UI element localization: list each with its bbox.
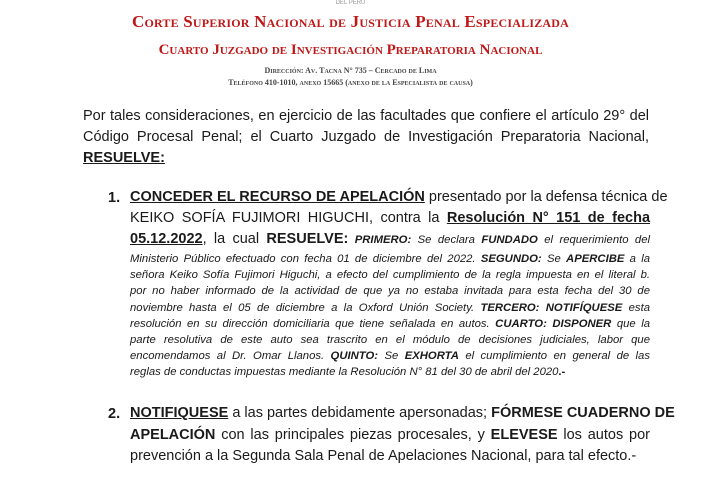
phone-line: Teléfono 410-1010, anexo 15665 (anexo de la Especialista de causa) [228,78,473,87]
item-1-italic-6: parte resolutiva de este auto sea trascrito en el módulo de decisiones judiciales, labor que [130,334,650,347]
item-2-line-3: prevención a la Segunda Sala Penal de Apelaciones Nacional, para tal efecto.- [130,448,637,464]
item-1-italic-1: Ministerio Público efectuado con fecha 01 de diciembre del 2022. SEGUNDO: Se APERCIBE a la [130,253,650,265]
item-2 [130,403,675,468]
item-2-line-1: NOTIFIQUESE a las partes debidamente apersonadas; FÓRMESE CUADERNO DE [130,405,675,421]
intro-line-1: Por tales consideraciones, en ejercicio de las facultades que confiere el artículo 29° del [83,108,649,124]
item-1 [130,187,668,381]
item-1-italic-5: resolución en su dirección domiciliaria que tiene señalada en autos. CUARTO: DISPONER que la [130,317,650,330]
item-1-italic-7: encomendamos al Dr. Omar Llanos. QUINTO: Se EXHORTA el cumplimiento en general de las [130,350,650,363]
item-1-line-3: 05.12.2022, la cual RESUELVE: PRIMERO: Se declara FUNDADO el requerimiento del [130,231,651,247]
item-1-line-2: KEIKO SOFÍA FUJIMORI HIGUCHI, contra la Resolución N° 151 de fecha [130,210,651,226]
item-2-line-2: APELACIÓN con las principales piezas procesales, y ELEVESE los autos por [130,426,650,443]
intro-resuelve: RESUELVE: [83,150,165,166]
top-fragment: DEL PERÚ [335,0,366,6]
court-title: Corte Superior Nacional de Justicia Penal Especializada [131,12,570,31]
item-2-number: 2. [108,406,121,422]
address-line: Dirección: Av. Tacna N° 735 – Cercado de Lima [264,66,437,75]
item-1-number: 1. [108,190,121,206]
item-1-italic-2: señora Keiko Sofía Fujimori Higuchi, a efecto del cumplimiento de la regla impuesta en el literal b. [130,269,650,282]
item-1-italic-4: noviembre hasta el 05 de diciembre a la Oxford Unión Society. TERCERO: NOTIFÍQUESE esta [130,301,650,314]
item-1-italic-3: por no haber informado de la actividad de que ya no estaba invitada para esta fecha del 30 de [130,285,650,298]
item-1-line-1: CONCEDER EL RECURSO DE APELACIÓN presentado por la defensa técnica de [130,189,668,205]
juzgado-title: Cuarto Juzgado de Investigación Preparatoria Nacional [158,42,543,58]
item-1-italic-8: reglas de conductas impuestas mediante la Resolución N° 81 del 30 de abril del 2020.- [130,366,566,379]
intro-paragraph [83,106,649,169]
intro-line-2: Código Procesal Penal; el Cuarto Juzgado de Investigación Preparatoria Nacional, [83,129,649,145]
